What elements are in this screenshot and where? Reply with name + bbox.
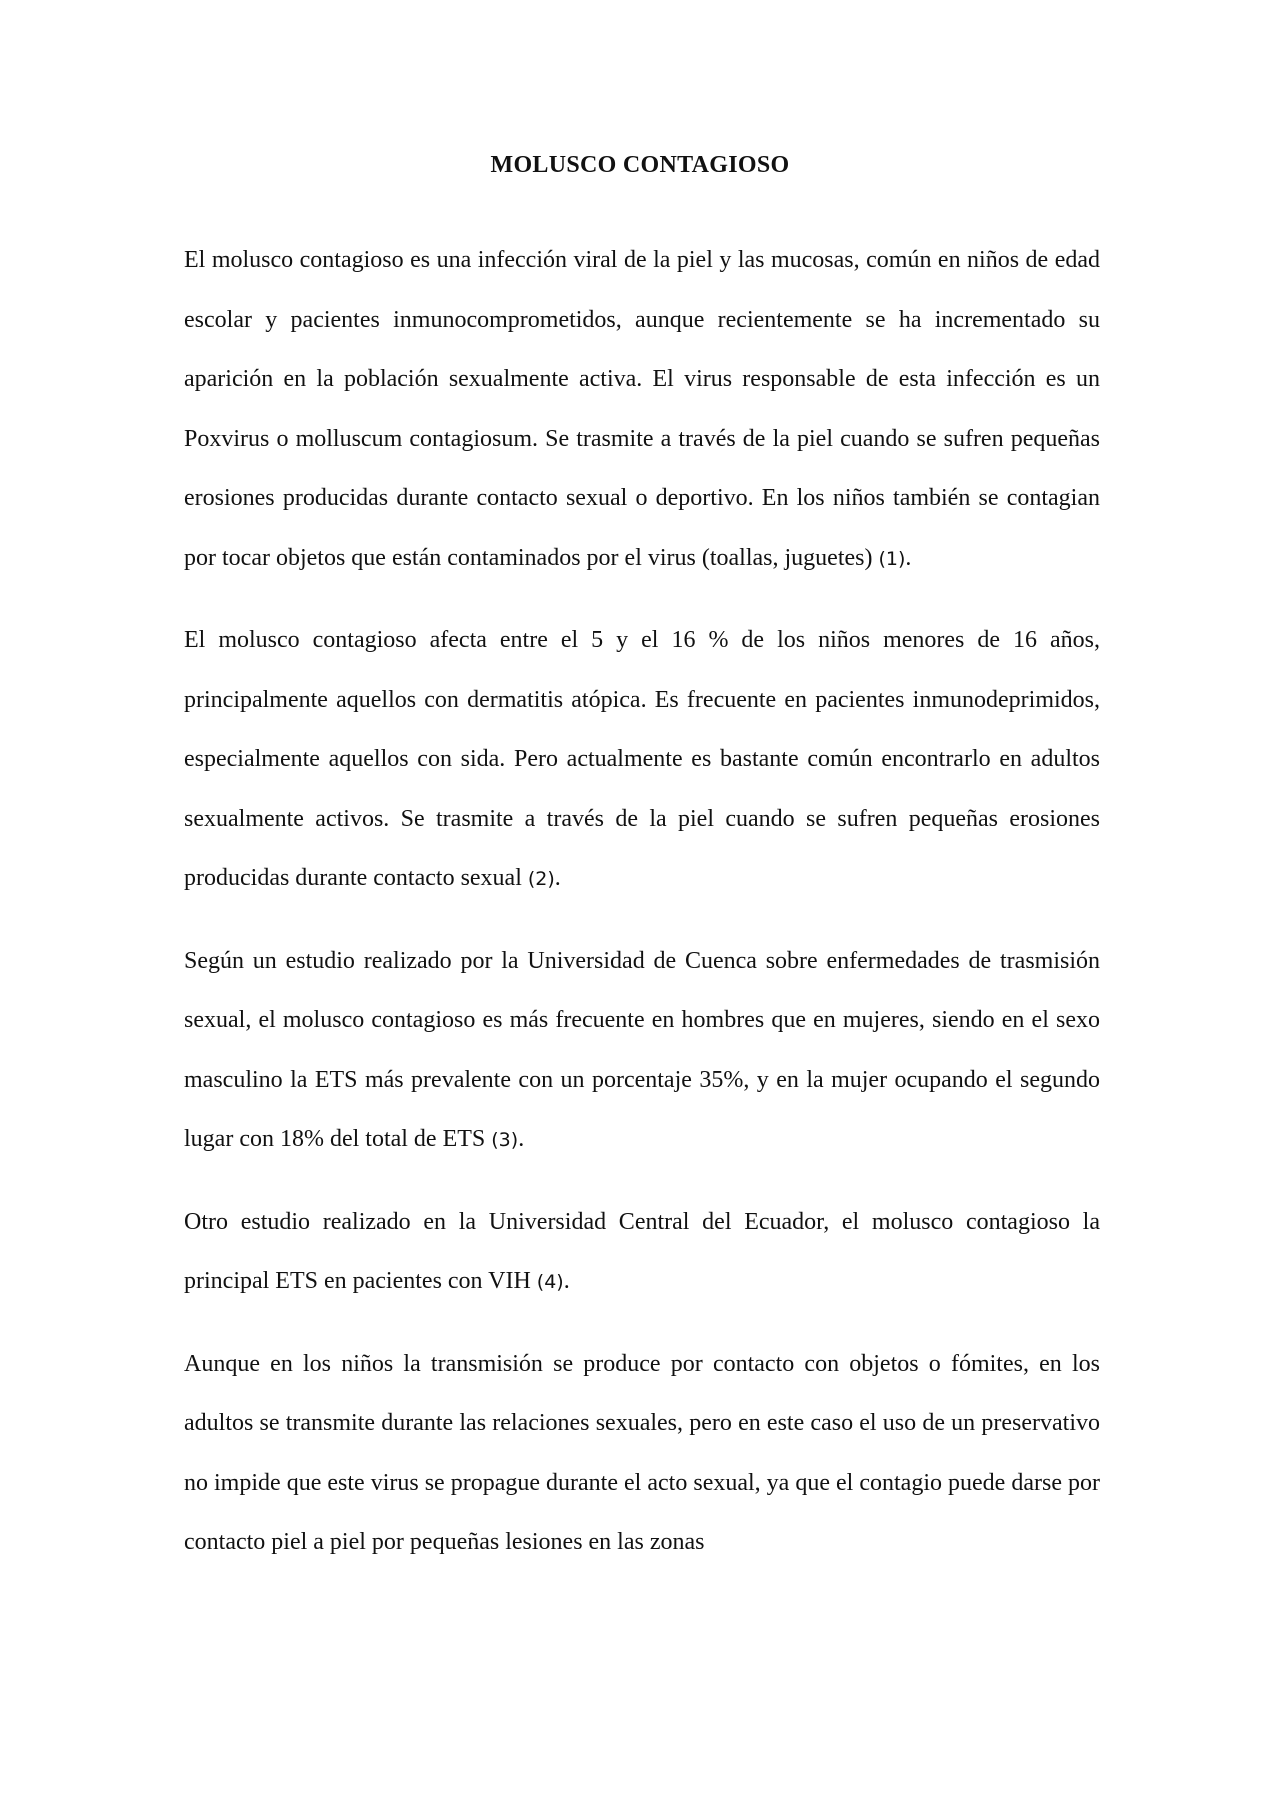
- paragraph-text: El molusco contagioso afecta entre el 5 y el 16 % de los niños menores de 16 años, principalmente aquellos con dermatitis atópica. Es frecuente en pacientes inmunodeprimidos, especialmente aquellos con sida. Pero actualmente es bastante común encontrarlo en adultos sexualmente activos. Se trasmite a través de la piel cuando se sufren pequeñas erosiones producidas durante contacto sexual: [184, 627, 1100, 891]
- paragraph-2: [184, 611, 1100, 910]
- paragraph-4: [184, 1193, 1100, 1313]
- citation-reference: (1): [878, 547, 906, 570]
- paragraph-tail: .: [563, 1268, 570, 1294]
- citation-reference: (4): [536, 1271, 564, 1293]
- paragraph-text: Aunque en los niños la transmisión se produce por contacto con objetos o fómites, en los adultos se transmite durante las relaciones sexuales, pero en este caso el uso de un preservativo no impide que este virus se propague durante el acto sexual, ya que el contagio puede darse por contacto piel a piel por pequeñas lesiones en las zonas: [184, 1350, 1100, 1555]
- document-body: [184, 231, 1100, 1596]
- paragraph-tail: .: [518, 1126, 525, 1152]
- paragraph-tail: .: [905, 544, 912, 571]
- paragraph-text: Otro estudio realizado en la Universidad Central del Ecuador, el molusco contagioso la principal ETS en pacientes con VIH: [184, 1208, 1100, 1294]
- paragraph-5: [184, 1335, 1100, 1574]
- paragraph-text: Según un estudio realizado por la Universidad de Cuenca sobre enfermedades de trasmisión sexual, el molusco contagioso es más frecuente en hombres que en mujeres, siendo en el sexo masculino la ETS más prevalente con un porcentaje 35%, y en la mujer ocupando el segundo lugar con 18% del total de ETS: [184, 947, 1100, 1152]
- paragraph-3: [184, 932, 1100, 1171]
- citation-reference: (3): [491, 1129, 519, 1151]
- paragraph-tail: .: [554, 865, 561, 891]
- citation-reference: (2): [527, 868, 555, 890]
- document-title: MOLUSCO CONTAGIOSO: [490, 152, 790, 178]
- paragraph-text: El molusco contagioso es una infección viral de la piel y las mucosas, común en niños de edad escolar y pacientes inmunocomprometidos, aunque recientemente se ha incrementado su aparición en la población sexualmente activa. El virus responsable de esta infección es un Poxvirus o molluscum contagiosum. Se trasmite a través de la piel cuando se sufren pequeñas erosiones producidas durante contacto sexual o deportivo. En los niños también se contagian por tocar objetos que están contaminados por el virus (toallas, juguetes): [184, 247, 1100, 571]
- paragraph-1: [184, 231, 1100, 589]
